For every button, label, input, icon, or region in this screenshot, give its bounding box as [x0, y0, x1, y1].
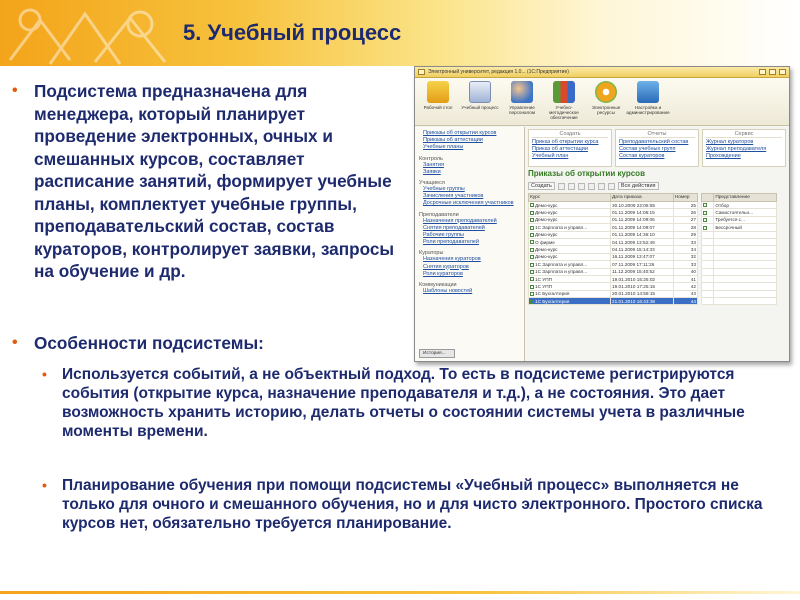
posted-icon — [530, 263, 534, 267]
empty-cell — [702, 261, 714, 268]
sub-bullet-dot-icon: • — [42, 366, 47, 382]
course-cell — [529, 275, 611, 282]
posted-icon — [530, 218, 534, 222]
header-pattern — [0, 0, 175, 66]
date-cell — [611, 283, 674, 290]
command-link[interactable]: Журнал преподавателя — [706, 146, 767, 152]
app-menu-icon[interactable] — [418, 69, 425, 75]
table-row[interactable] — [529, 283, 698, 290]
empty-row — [702, 253, 777, 260]
command-group-service — [702, 129, 786, 167]
number-cell — [673, 238, 697, 245]
command-link[interactable]: Приказ об открытии курса — [532, 139, 599, 145]
all-actions-button[interactable]: Все действия — [618, 182, 659, 190]
cell-text: 29 — [690, 232, 696, 238]
filter-checkbox[interactable] — [702, 224, 714, 231]
course-cell — [529, 238, 611, 245]
cell-text: 20.01.2010 14:59:15 — [612, 291, 656, 297]
empty-row — [702, 275, 777, 282]
nav-panel — [415, 127, 525, 361]
empty-cell — [714, 275, 777, 282]
posted-icon — [530, 292, 534, 296]
empty-row — [702, 246, 777, 253]
cell-text: 1С Зарплата и управл... — [535, 261, 588, 267]
section-label: Учебный процесс — [461, 105, 499, 110]
section-ribbon — [415, 78, 789, 126]
nav-link[interactable]: Учебные планы — [423, 144, 464, 151]
course-cell — [529, 268, 611, 275]
course-cell — [529, 202, 611, 209]
date-cell — [611, 209, 674, 216]
filter-row[interactable] — [702, 209, 777, 216]
number-cell — [673, 268, 697, 275]
nav-link[interactable]: Снятия кураторов — [423, 263, 469, 270]
filter-table — [701, 193, 777, 305]
table-row[interactable] — [529, 209, 698, 216]
column-header[interactable]: Дата приказа — [611, 194, 674, 202]
date-cell — [611, 268, 674, 275]
cell-text: 41 — [690, 276, 696, 282]
command-link[interactable]: Преподавательский состав — [619, 139, 689, 145]
orders-header-row — [529, 194, 698, 202]
course-cell — [529, 298, 611, 305]
command-link[interactable]: Прохождение — [706, 153, 741, 159]
maximize-icon[interactable] — [769, 69, 776, 75]
cell-text: 27 — [690, 217, 696, 223]
section-study-process[interactable] — [461, 81, 499, 122]
posted-icon — [530, 277, 534, 281]
posted-icon — [530, 255, 534, 259]
cell-text: 19.01.2010 17:25:15 — [612, 283, 656, 289]
nav-link[interactable]: Приказы об открытии курсов — [423, 130, 497, 136]
command-group-create — [528, 129, 612, 167]
orders-table-body — [529, 202, 698, 305]
cell-text: 30.10.2009 22:06:55 — [612, 202, 656, 208]
nav-link[interactable]: Снятия преподавателей — [423, 224, 485, 231]
cell-text: 44 — [690, 298, 696, 304]
section-label: Управление персоналом — [508, 105, 536, 115]
content-panel — [525, 127, 789, 361]
close-icon[interactable] — [779, 69, 786, 75]
command-link[interactable]: Состав учебных групп — [619, 146, 676, 152]
nav-link[interactable]: Назначения преподавателей — [423, 217, 497, 224]
bullet-purpose-text: Подсистема предназначена для менеджера, который планирует проведение электронных, очных и смешанных курсов, составляет расписание занятий, формирует учебные планы, комплектует учебные группы, преподавательский состав, состав кураторов, контролирует заявки, запросы на обучение и др. — [34, 81, 395, 281]
table-row[interactable] — [529, 224, 698, 231]
table-row[interactable] — [529, 253, 698, 260]
table-row[interactable] — [529, 246, 698, 253]
bullet-features-text: Особенности подсистемы: — [34, 333, 264, 353]
number-cell — [673, 253, 697, 260]
empty-cell — [702, 268, 714, 275]
orders-table — [528, 193, 698, 305]
filter-row[interactable] — [702, 202, 777, 209]
number-cell — [673, 275, 697, 282]
sub-bullet-dot-icon: • — [42, 477, 47, 493]
nav-link[interactable]: Роли преподавателей — [423, 239, 479, 246]
empty-cell — [702, 275, 714, 282]
filter-label: Бессрочный — [714, 224, 777, 231]
table-row[interactable] — [529, 238, 698, 245]
table-row[interactable] — [529, 261, 698, 268]
nav-link[interactable]: Роли кураторов — [423, 270, 463, 277]
course-cell — [529, 290, 611, 297]
date-cell — [611, 224, 674, 231]
empty-cell — [714, 246, 777, 253]
nav-link[interactable]: Шаблоны новостей — [423, 288, 473, 295]
column-header[interactable]: Курс — [529, 194, 611, 202]
column-header[interactable]: Номер — [673, 194, 697, 202]
filter-checkbox[interactable] — [702, 202, 714, 209]
section-label: Рабочий стол — [423, 105, 453, 110]
tables-area — [528, 193, 786, 305]
cell-text: 11.12.2009 15:40:52 — [612, 269, 655, 275]
section-settings[interactable] — [626, 81, 670, 122]
sub-bullet-events — [42, 365, 787, 441]
course-cell — [529, 283, 611, 290]
date-cell — [611, 253, 674, 260]
cell-text: Демо-курс — [535, 247, 558, 253]
empty-row — [702, 290, 777, 297]
checkbox-icon[interactable] — [703, 211, 707, 215]
date-cell — [611, 261, 674, 268]
books-icon — [553, 81, 575, 103]
number-cell — [673, 209, 697, 216]
empty-cell — [702, 246, 714, 253]
empty-cell — [702, 298, 714, 305]
empty-cell — [714, 283, 777, 290]
filter-checkbox[interactable] — [702, 209, 714, 216]
cell-text: 34 — [690, 247, 696, 253]
date-cell — [611, 246, 674, 253]
number-cell — [673, 231, 697, 238]
cell-text: 32 — [690, 254, 696, 260]
nav-link[interactable]: Заявки — [423, 168, 441, 175]
cell-text: 26 — [690, 210, 696, 216]
nav-link[interactable]: Назначения кураторов — [423, 256, 481, 263]
checkbox-icon[interactable] — [703, 226, 707, 230]
date-cell — [611, 202, 674, 209]
cell-text: 40 — [690, 269, 696, 275]
filter-label: Требуется с... — [714, 216, 777, 223]
cell-text: 42 — [690, 283, 696, 289]
desktop-icon — [427, 81, 449, 103]
cell-text: 33 — [690, 239, 696, 245]
number-cell — [673, 246, 697, 253]
posted-icon — [530, 233, 534, 237]
section-label: Настройка и администрирование — [626, 105, 670, 115]
nav-link[interactable]: Зачисления участников — [423, 193, 484, 200]
settings-icon — [637, 81, 659, 103]
course-cell — [529, 209, 611, 216]
table-row[interactable] — [529, 275, 698, 282]
bullet-purpose — [12, 80, 402, 283]
empty-cell — [714, 231, 777, 238]
nav-link[interactable]: Рабочие группы — [423, 232, 464, 239]
empty-cell — [714, 290, 777, 297]
posted-icon — [530, 211, 534, 215]
posted-icon — [530, 203, 534, 207]
section-e-resources[interactable] — [587, 81, 625, 122]
number-cell — [673, 283, 697, 290]
disk-icon — [595, 81, 617, 103]
number-cell — [673, 202, 697, 209]
delete-icon[interactable] — [578, 183, 585, 190]
workspace — [415, 127, 789, 361]
number-cell — [673, 216, 697, 223]
app-window — [414, 66, 790, 362]
empty-row — [702, 298, 777, 305]
bullet-features — [12, 332, 264, 354]
cell-text: 16.11.2009 13:47:07 — [612, 254, 655, 260]
find-icon[interactable] — [598, 183, 605, 190]
edit-icon[interactable] — [568, 183, 575, 190]
table-row[interactable] — [529, 290, 698, 297]
course-cell — [529, 261, 611, 268]
filter-icon[interactable] — [608, 183, 615, 190]
clipboard-icon — [469, 81, 491, 103]
cell-text: 1С Бухгалтерия — [535, 291, 570, 297]
date-cell — [611, 298, 674, 305]
command-group-title: Сервис — [706, 131, 782, 138]
posted-icon — [530, 248, 534, 252]
people-icon — [511, 81, 533, 103]
number-cell — [673, 224, 697, 231]
filter-header-row — [702, 194, 777, 202]
number-cell — [673, 261, 697, 268]
command-link[interactable]: Журнал кураторов — [706, 139, 754, 145]
nav-section-title: Преподаватели — [419, 211, 459, 218]
number-cell — [673, 298, 697, 305]
empty-row — [702, 268, 777, 275]
cell-text: 1С Зарплата и управл... — [535, 269, 588, 275]
cell-text: 1С УПП — [535, 283, 553, 289]
section-label: Электронные ресурсы — [591, 105, 621, 115]
window-title: Электронный университет, редакция 1.0... (1С:Предприятие) — [428, 69, 569, 75]
command-group-reports — [615, 129, 699, 167]
course-cell — [529, 216, 611, 223]
empty-row — [702, 261, 777, 268]
filter-checkbox[interactable] — [702, 216, 714, 223]
empty-cell — [714, 238, 777, 245]
empty-cell — [714, 261, 777, 268]
posted-icon — [530, 270, 534, 274]
filter-label: Отбор — [714, 202, 777, 209]
cell-text: 04.11.2009 13:52:49 — [612, 239, 655, 245]
post-icon[interactable] — [588, 183, 595, 190]
command-group-title: Отчеты — [619, 131, 695, 138]
nav-link[interactable]: Приказы об аттестации — [423, 137, 483, 144]
empty-cell — [702, 231, 714, 238]
posted-icon — [530, 285, 534, 289]
nav-section-title: Кураторы — [419, 250, 444, 257]
empty-cell — [714, 253, 777, 260]
list-toolbar — [528, 181, 786, 191]
cell-text: 1С Бухгалтерия — [535, 298, 570, 304]
form-title: Приказы об открытии курсов — [528, 169, 645, 178]
filter-table-body — [702, 202, 777, 305]
section-personnel[interactable] — [503, 81, 541, 122]
bullet-dot-icon: • — [12, 82, 18, 99]
history-button[interactable]: История... — [419, 349, 455, 358]
cell-text: 43 — [690, 291, 696, 297]
create-button[interactable]: Создать — [528, 182, 555, 190]
table-row[interactable] — [529, 231, 698, 238]
command-panel — [528, 129, 786, 167]
posted-icon — [530, 240, 534, 244]
date-cell — [611, 216, 674, 223]
sub-bullet-planning-text: Планирование обучения при помощи подсистемы «Учебный процесс» выполняется не только для очного и смешанного обучения, но и для чисто электронного. Простого списка курсов нет, обязательно требуется планирование. — [62, 477, 763, 532]
cell-text: 25 — [690, 202, 696, 208]
empty-row — [702, 283, 777, 290]
page-title: 5. Учебный процесс — [183, 20, 402, 45]
cell-text: Демо-курс — [535, 217, 558, 223]
course-cell — [529, 224, 611, 231]
command-link[interactable]: Приказ об аттестации — [532, 146, 588, 152]
sub-bullet-planning — [42, 476, 787, 533]
checkbox-icon[interactable] — [703, 218, 707, 222]
table-row[interactable] — [529, 268, 698, 275]
cell-text: 01.11.2009 14:36:10 — [612, 232, 655, 238]
number-cell — [673, 290, 697, 297]
date-cell — [611, 290, 674, 297]
cell-text: Демо-курс — [535, 254, 558, 260]
command-group-title: Создать — [532, 131, 608, 138]
filter-row[interactable] — [702, 224, 777, 231]
footer-line — [0, 591, 800, 594]
table-row[interactable] — [529, 298, 698, 305]
cell-text: 07.11.2009 17:11:26 — [612, 261, 655, 267]
empty-cell — [714, 268, 777, 275]
cell-text: 01.11.2009 14:09:06 — [612, 217, 655, 223]
cell-text: 1С Зарплата и управл... — [535, 224, 588, 230]
course-cell — [529, 246, 611, 253]
cell-text: 04.11.2009 15:14:33 — [612, 247, 655, 253]
cell-text: 33 — [690, 261, 696, 267]
date-cell — [611, 275, 674, 282]
nav-section-title: Коммуникации — [419, 282, 457, 289]
date-cell — [611, 238, 674, 245]
empty-row — [702, 238, 777, 245]
section-methodical[interactable] — [545, 81, 583, 122]
nav-section-title: Контроль — [419, 155, 443, 162]
cell-text: 01.11.2009 14:06:15 — [612, 210, 655, 216]
date-cell — [611, 231, 674, 238]
nav-link[interactable]: Занятия — [423, 161, 444, 168]
cell-text: 28 — [690, 224, 696, 230]
course-cell — [529, 231, 611, 238]
minimize-icon[interactable] — [759, 69, 766, 75]
copy-icon[interactable] — [558, 183, 565, 190]
empty-cell — [702, 253, 714, 260]
nav-section-title: Учащиеся — [419, 180, 445, 187]
section-label: Учебно-методическое обеспечение — [549, 105, 579, 120]
section-desktop[interactable] — [419, 81, 457, 122]
filter-check-header — [702, 194, 714, 202]
empty-cell — [702, 283, 714, 290]
filter-label: Самостоятельн... — [714, 209, 777, 216]
posted-icon — [530, 226, 534, 230]
bullet-dot-icon: • — [12, 334, 18, 351]
cell-text: 1С УПП — [535, 276, 553, 282]
table-row[interactable] — [529, 202, 698, 209]
command-link[interactable]: Учебный план — [532, 153, 569, 159]
cell-text: Демо-курс — [535, 202, 558, 208]
cell-text: О фирме — [535, 239, 555, 245]
window-titlebar — [415, 67, 789, 78]
column-header: Представление — [714, 194, 777, 202]
empty-cell — [702, 290, 714, 297]
sub-bullet-events-text: Используется событий, а не объектный подход. То есть в подсистеме регистрируются события (открытие курса, назначение преподавателя и т.д.), а не состояния. Это дает возможность хранить историю, делать отчеты о состоянии системы учета в различные моменты времени. — [62, 366, 745, 440]
posted-icon — [530, 300, 534, 304]
command-link[interactable]: Состав кураторов — [619, 153, 665, 159]
cell-text: 21.01.2010 16:43:38 — [612, 298, 656, 304]
empty-cell — [714, 298, 777, 305]
nav-link[interactable]: Досрочные исключения участников — [423, 200, 514, 207]
cell-text: 19.01.2010 15:25:02 — [612, 276, 656, 282]
empty-cell — [702, 238, 714, 245]
cell-text: 01.11.2009 14:09:07 — [612, 224, 655, 230]
cell-text: Демо-курс — [535, 210, 558, 216]
table-row[interactable] — [529, 216, 698, 223]
filter-row[interactable] — [702, 216, 777, 223]
checkbox-icon[interactable] — [703, 203, 707, 207]
course-cell — [529, 253, 611, 260]
empty-row — [702, 231, 777, 238]
nav-link[interactable]: Учебные группы — [423, 186, 465, 193]
cell-text: Демо-курс — [535, 232, 558, 238]
